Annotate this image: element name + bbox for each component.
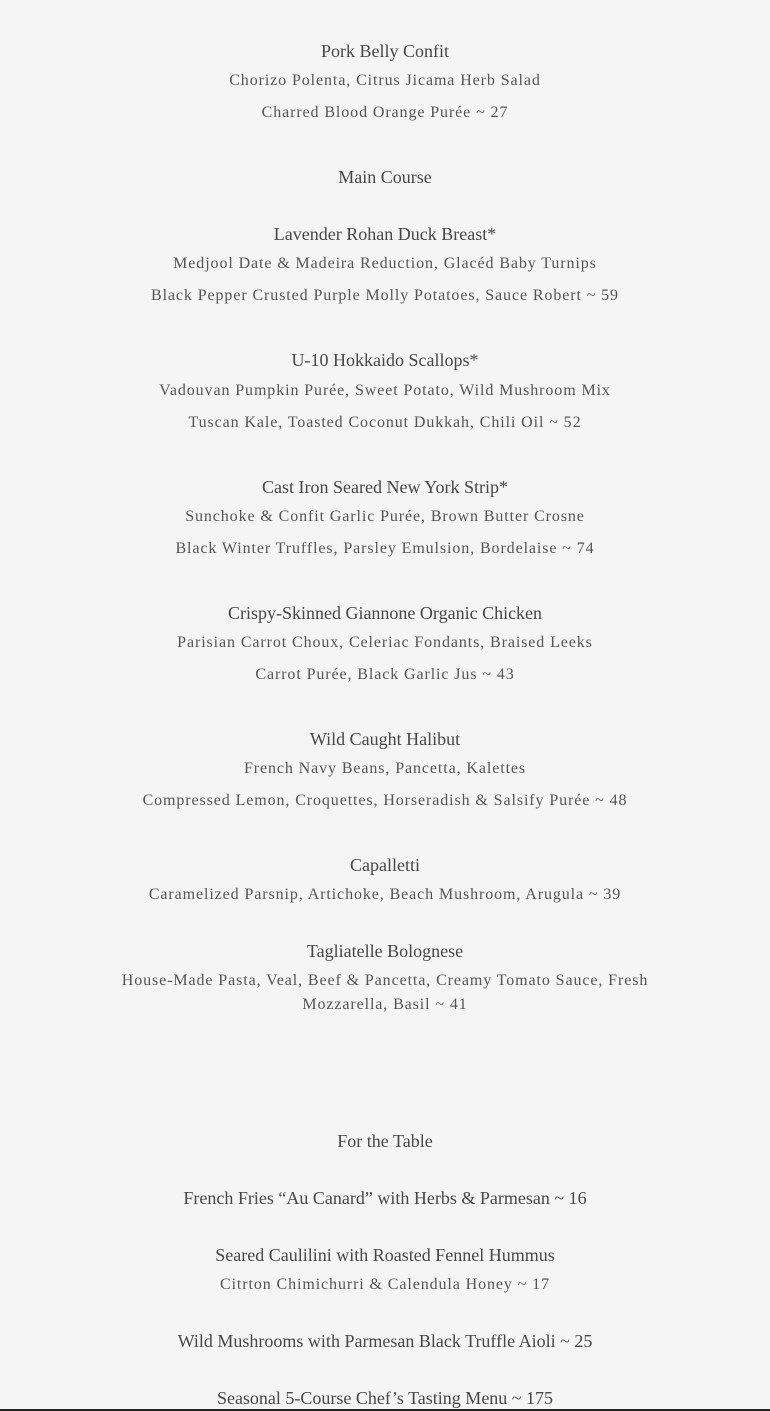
tasting-menu: Seasonal 5-Course Chef’s Tasting Menu ~ 175 (216, 1388, 554, 1408)
dish-name: Tagliatelle Bolognese (306, 941, 464, 961)
dish-name: Lavender Rohan Duck Breast* (273, 224, 497, 244)
dish-description-line: Caramelized Parsnip, Artichoke, Beach Mushroom, Arugula ~ 39 (148, 886, 622, 903)
dish-description-line: Sunchoke & Confit Garlic Purée, Brown Butter Crosne (185, 508, 585, 525)
dish-description-line: Citrton Chimichurri & Calendula Honey ~ 17 (220, 1276, 550, 1293)
dish-name: Cast Iron Seared New York Strip* (262, 477, 508, 497)
dish-description: House-Made Pasta, Veal, Beef & Pancetta, Creamy Tomato Sauce, Fresh Mozzarella, Basil ~ 41 (121, 972, 649, 1013)
dish-description-line: Vadouvan Pumpkin Purée, Sweet Potato, Wild Mushroom Mix (159, 382, 611, 399)
dish-name: Crispy-Skinned Giannone Organic Chicken (227, 603, 543, 623)
dish-description-line: Tuscan Kale, Toasted Coconut Dukkah, Chili Oil ~ 52 (188, 414, 582, 431)
dish-name: Capalletti (350, 855, 420, 875)
dish-description-line: Black Winter Truffles, Parsley Emulsion, Bordelaise ~ 74 (175, 540, 595, 557)
section-title-main-course: Main Course (338, 167, 432, 187)
dish-description-line: Parisian Carrot Choux, Celeriac Fondants, Braised Leeks (177, 634, 593, 651)
side-dish-caulilini: Seared Caulilini with Roasted Fennel Hummus (215, 1245, 555, 1265)
side-dish-mushrooms: Wild Mushrooms with Parmesan Black Truffle Aioli ~ 25 (177, 1331, 593, 1351)
dish-description-line: French Navy Beans, Pancetta, Kalettes (243, 760, 527, 777)
dish-description-line: Charred Blood Orange Purée ~ 27 (261, 104, 509, 121)
dish-name: U-10 Hokkaido Scallops* (291, 350, 479, 370)
section-title-for-the-table: For the Table (337, 1131, 433, 1151)
dish-name: Wild Caught Halibut (309, 729, 461, 749)
dish-description-line: Medjool Date & Madeira Reduction, Glacéd Baby Turnips (173, 255, 597, 272)
dish-description-line: Chorizo Polenta, Citrus Jicama Herb Salad (229, 72, 541, 89)
dish-description-line: Compressed Lemon, Croquettes, Horseradish & Salsify Purée ~ 48 (142, 792, 628, 809)
dish-description-line: Carrot Purée, Black Garlic Jus ~ 43 (255, 666, 515, 683)
dish-name-pork-belly: Pork Belly Confit (320, 41, 449, 61)
dish-description-line: Black Pepper Crusted Purple Molly Potatoes, Sauce Robert ~ 59 (151, 287, 619, 304)
side-dish-fries: French Fries “Au Canard” with Herbs & Parmesan ~ 16 (183, 1188, 587, 1208)
